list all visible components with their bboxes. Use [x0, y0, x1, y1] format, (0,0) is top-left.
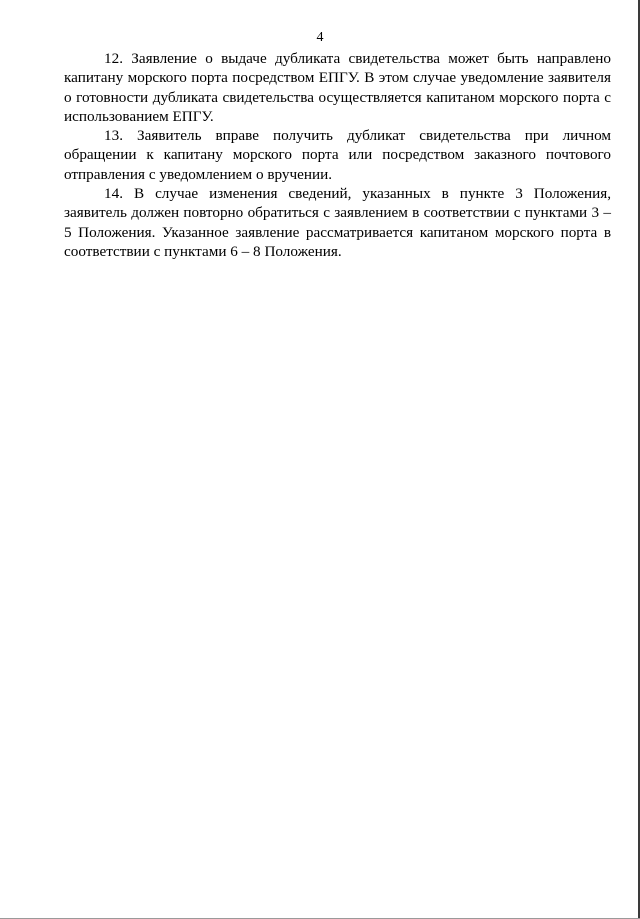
- page-number: 4: [316, 30, 324, 45]
- paragraph-13: 13. Заявитель вправе получить дубликат свидетельства при личном обращении к капитану морского порта или посредством заказного почтового отправления с уведомлением о вручении.: [64, 127, 611, 183]
- paragraph-14: 14. В случае изменения сведений, указанных в пункте 3 Положения, заявитель должен повторно обратиться с заявлением в соответствии с пунктами 3 – 5 Положения. Указанное заявление рассматривается капитаном морского порта в соответствии с пунктами 6 – 8 Положения.: [64, 185, 611, 260]
- document-body: [64, 49, 611, 261]
- paragraph-12: 12. Заявление о выдаче дубликата свидетельства может быть направлено капитану морского порта посредством ЕПГУ. В этом случае уведомление заявителя о готовности дубликата свидетельства осуществляется капитаном морского порта с использованием ЕПГУ.: [64, 50, 611, 125]
